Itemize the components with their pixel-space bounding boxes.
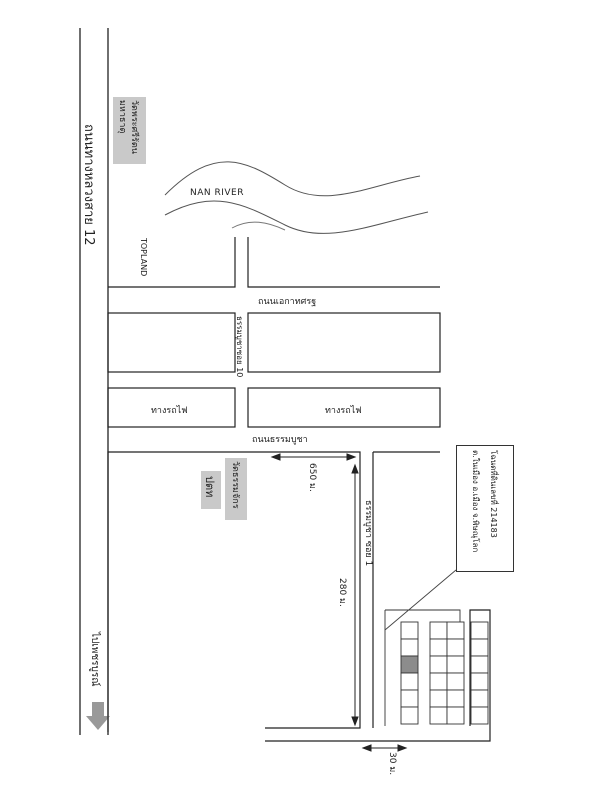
distance-30: 30 ม.	[387, 752, 397, 776]
direction-arrow-icon	[86, 702, 110, 730]
road-thammabucha: ถนนธรรมบูชา	[252, 435, 308, 445]
temple-bottom-label: วัดธรรมจักร	[230, 461, 240, 509]
topland-label: TOPLAND	[139, 238, 148, 277]
distance-650: 650 ม.	[307, 463, 317, 492]
temple-top-label: วัดพระศรีรัตนมหาธาตุ	[117, 100, 139, 154]
railway-right: ทางรถไฟ	[325, 406, 362, 416]
target-lot	[401, 656, 418, 673]
river-label: NAN RIVER	[190, 188, 244, 198]
railway-left: ทางรถไฟ	[151, 406, 188, 416]
deed-line-2: ต.ในเมือง อ.เมือง จ.พิษณุโลก	[471, 450, 480, 553]
distance-280: 280 ม.	[337, 578, 347, 607]
dimension-280	[352, 465, 358, 725]
road-soi1: ธรรมบูชา ซอย 1	[363, 500, 373, 567]
block-top	[108, 237, 440, 287]
road-ekathotsarot: ถนนเอกาทศรฐ	[258, 297, 317, 307]
deed-callout	[456, 445, 514, 572]
block-row-2	[108, 313, 440, 372]
road-soi10: ธรรมบูชาซอย 10	[235, 316, 244, 378]
highway-label: ถนนทางหลวงสาย 12	[81, 124, 96, 246]
ptt-label: ปตท	[203, 476, 216, 498]
deed-line-1: โฉนดที่ดินเลขที่ 214183	[489, 450, 498, 538]
lot-grid	[385, 610, 488, 726]
callout-leader	[385, 570, 456, 630]
direction-label: ไปเพชรบูรณ์	[89, 632, 100, 687]
dimension-650	[272, 454, 355, 460]
dimension-30	[363, 745, 406, 751]
